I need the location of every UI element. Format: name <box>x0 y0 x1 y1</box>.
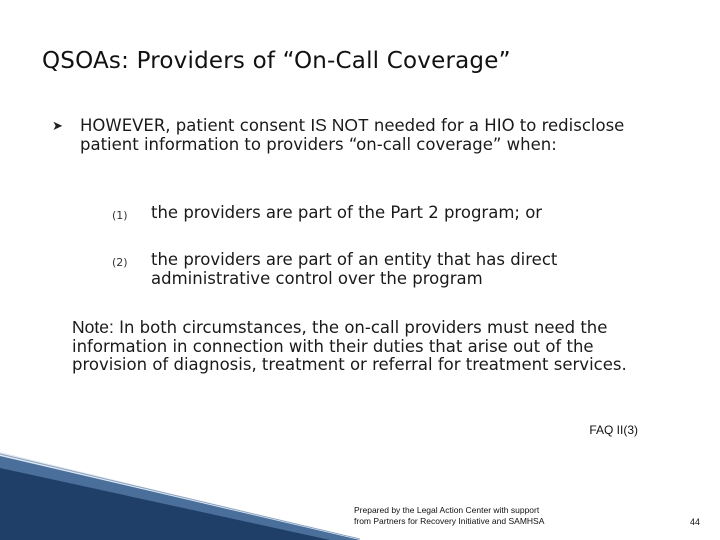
bullet-emphasis: IS NOT <box>310 115 369 135</box>
sub-item-text: the providers are part of an entity that has direct administrative control over the program <box>151 250 558 288</box>
credit-line: from Partners for Recovery Initiative and SAMHSA <box>354 516 545 526</box>
sub-item-number: (2) <box>112 256 128 269</box>
credit-line: Prepared by the Legal Action Center with support <box>354 505 540 515</box>
note-text: In both circumstances, the on-call providers must need the information in connection with their duties that arise out of the provision of diagnosis, treatment or referral for treatment services. <box>72 318 627 374</box>
note-label: Note: <box>72 317 114 337</box>
page-number: 44 <box>690 517 701 527</box>
corner-decoration <box>0 450 360 540</box>
arrow-bullet-icon: ➤ <box>52 119 63 134</box>
sub-item-number: (1) <box>112 209 128 222</box>
bullet-text-before: HOWEVER, patient consent <box>80 116 311 135</box>
main-bullet-text <box>80 116 640 154</box>
credit-text <box>354 505 544 527</box>
sub-item-text: the providers are part of the Part 2 program; or <box>151 203 543 222</box>
slide-title: QSOAs: Providers of “On-Call Coverage” <box>42 48 511 74</box>
reference-label: FAQ II(3) <box>589 423 638 437</box>
bullet-text-after: needed for a HIO to redisclose patient information to providers “on-call coverage” when: <box>80 116 625 154</box>
note-paragraph <box>72 318 672 375</box>
